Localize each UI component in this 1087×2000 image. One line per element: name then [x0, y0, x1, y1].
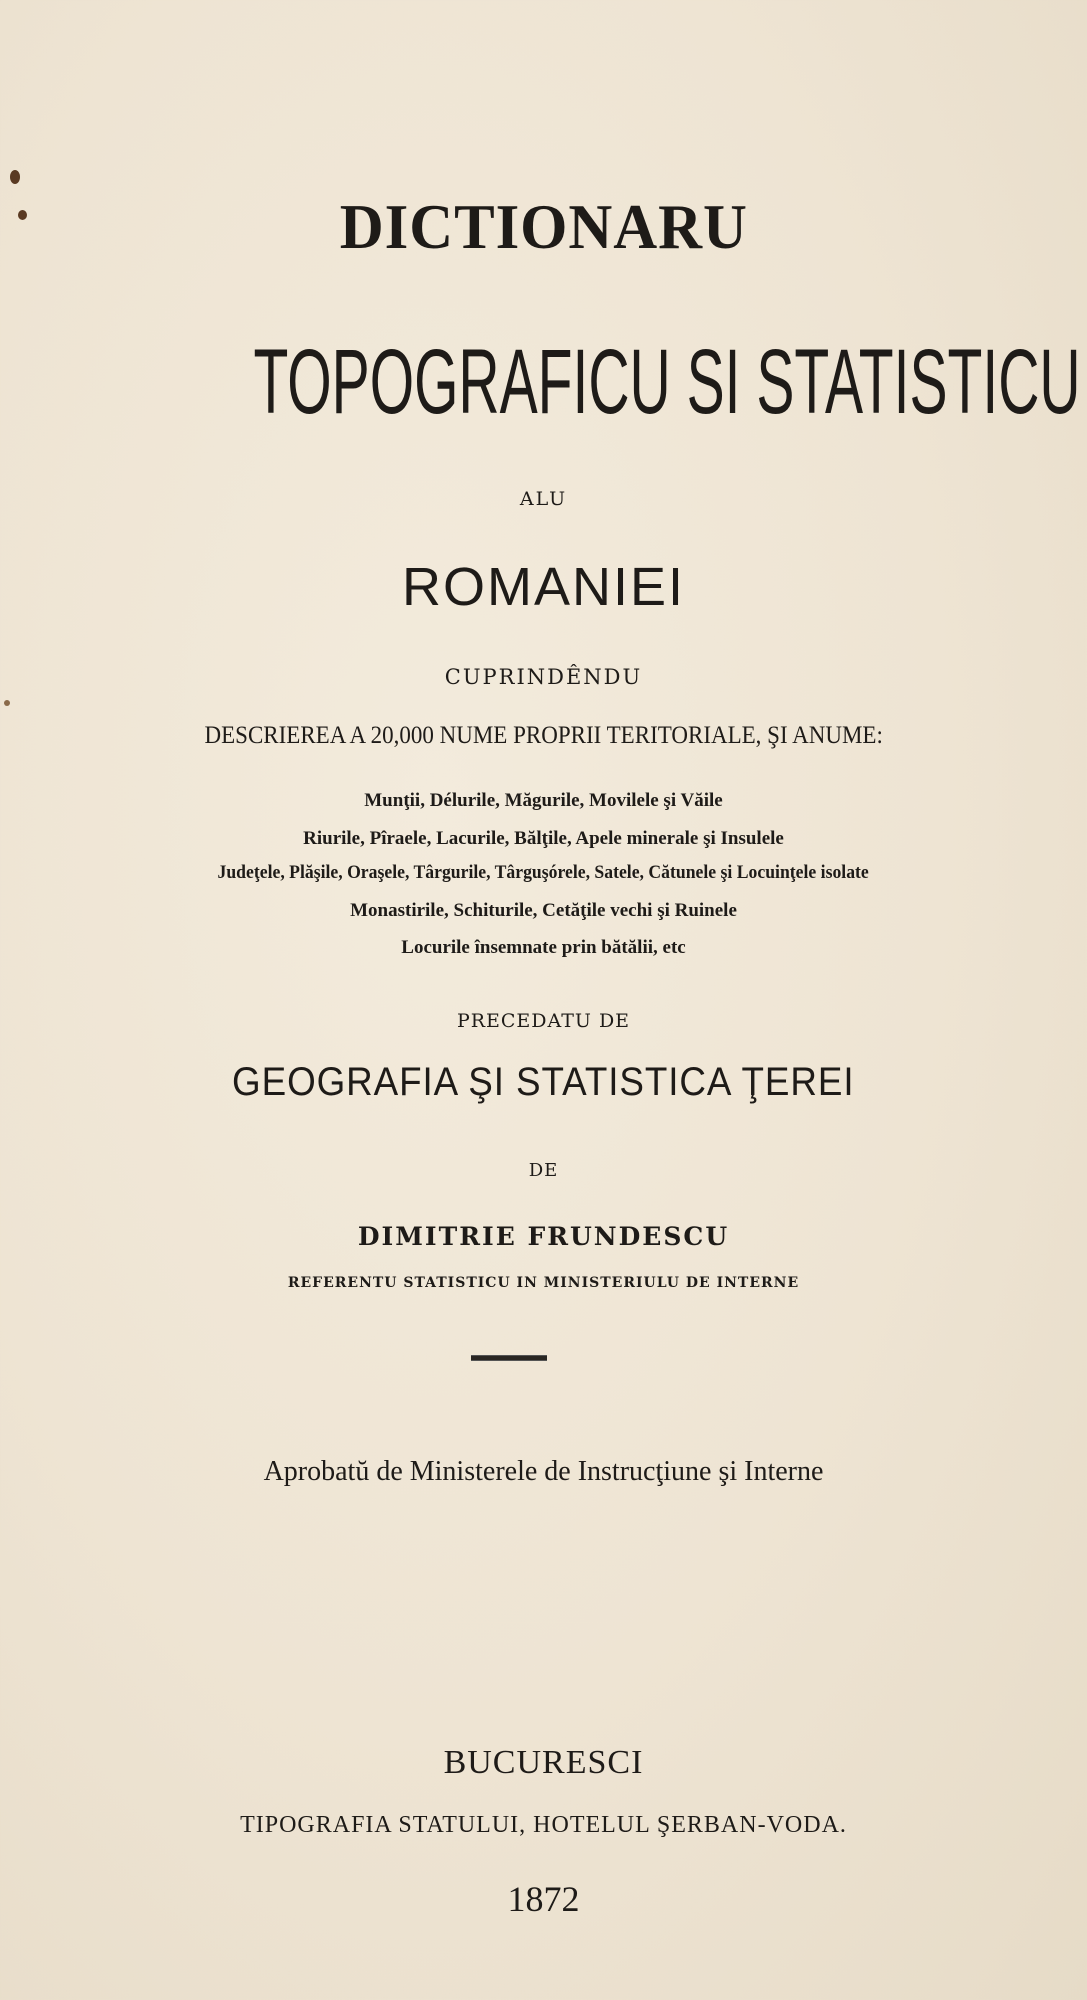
descriere-text: DESCRIEREA A 20,000 NUME PROPRII TERITORIALE, ŞI ANUME:	[204, 722, 883, 749]
title-line-1-text: DICTIONARU	[339, 191, 748, 262]
title-line-3: ROMANIEI	[401, 557, 686, 617]
author-title: REFERENTU STATISTICU IN MINISTERIULU DE INTERNE	[287, 1275, 800, 1291]
content-item-text: Judeţele, Plăşile, Oraşele, Târgurile, Târguşórele, Satele, Cătunele şi Locuinţele isolate	[217, 862, 870, 883]
connector-alu: ALU	[519, 488, 568, 510]
descriere-line	[0, 722, 1087, 750]
de-line: DE	[528, 1160, 559, 1181]
imprint-city: BUCURESCI	[443, 1744, 644, 1781]
subtitle-geografia	[0, 1060, 1087, 1105]
foxing-spot	[10, 170, 20, 184]
approval-line: Aprobatŭ de Ministerele de Instrucţiune şi Interne	[263, 1456, 824, 1487]
imprint-printer: TIPOGRAFIA STATULUI, HOTELUL ŞERBAN-VODA.	[240, 1812, 847, 1838]
author-name: DIMITRIE FRUNDESCU	[357, 1222, 730, 1251]
foxing-spot	[4, 700, 10, 706]
content-item: Locurile însemnate prin bătălii, etc	[401, 937, 686, 958]
content-item: Riurile, Pîraele, Lacurile, Bălţile, Apele minerale şi Insulele	[303, 828, 784, 849]
content-item: Munţii, Délurile, Măgurile, Movilele şi Văile	[364, 790, 723, 811]
imprint-year: 1872	[507, 1879, 580, 1919]
title-line-1	[0, 190, 1087, 264]
content-item: Monastirile, Schiturile, Cetăţile vechi şi Ruinele	[350, 900, 737, 921]
cuprindendu: CUPRINDÊNDU	[444, 665, 643, 689]
precedatu-line: PRECEDATU DE	[456, 1010, 631, 1032]
title-line-2-text: TOPOGRAFICU SI STATISTICU	[253, 331, 1081, 433]
content-item	[0, 862, 1087, 884]
subtitle-geografia-text: GEOGRAFIA ŞI STATISTICA ŢEREI	[232, 1060, 855, 1104]
title-line-2	[0, 330, 1087, 435]
divider-rule	[471, 1355, 547, 1361]
